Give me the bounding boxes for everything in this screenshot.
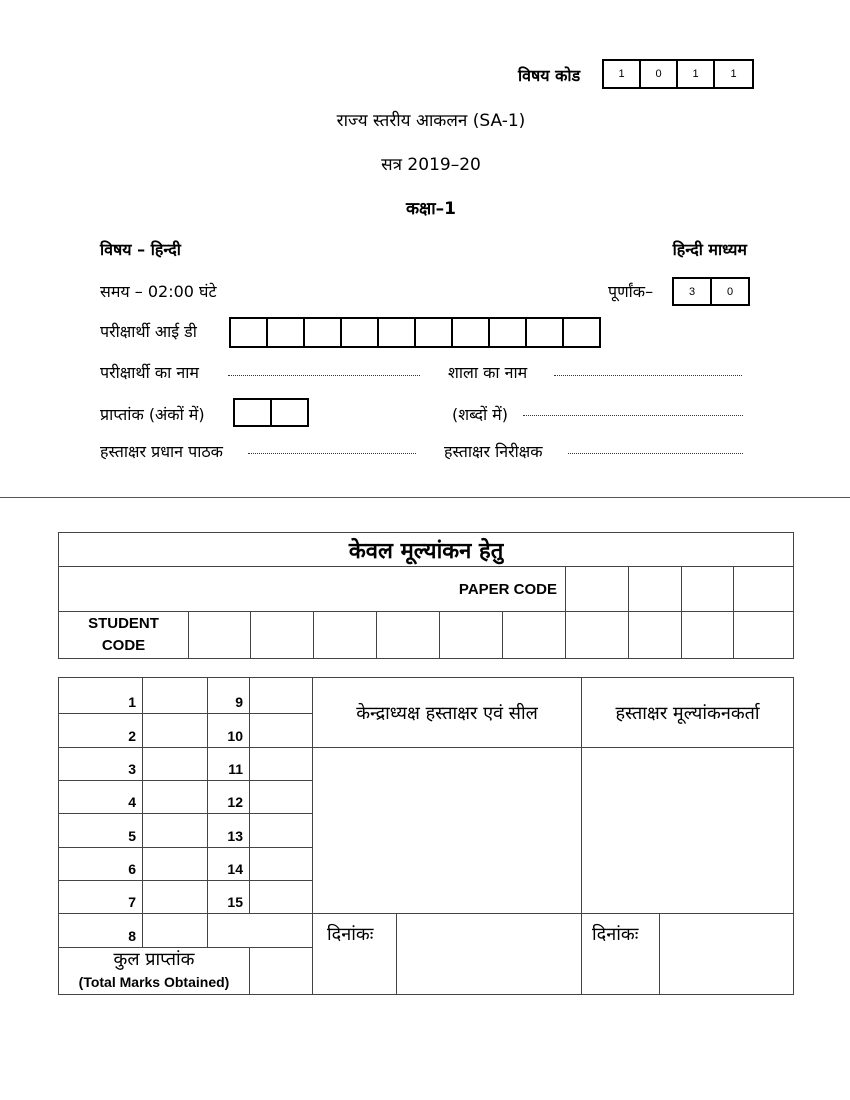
max-marks-digit: 0 <box>726 285 734 298</box>
subject-code-boxes <box>602 59 754 89</box>
marks-cell[interactable] <box>250 714 313 748</box>
school-name-label: शाला का नाम <box>448 363 528 382</box>
student-code-label: STUDENT CODE <box>59 612 189 659</box>
question-number: 10 <box>208 714 250 748</box>
max-marks-boxes <box>672 277 750 306</box>
total-marks-en: (Total Marks Obtained) <box>78 974 230 990</box>
question-number: 7 <box>59 881 143 914</box>
total-marks-hi: कुल प्राप्तांक <box>113 949 195 970</box>
evaluator-sign-label: हस्ताक्षर मूल्यांकनकर्ता <box>582 678 794 748</box>
question-number: 8 <box>59 914 143 948</box>
total-marks-label <box>59 948 250 995</box>
marks-cell[interactable] <box>143 678 208 714</box>
center-head-sign-area[interactable] <box>313 748 582 914</box>
candidate-id-cell[interactable] <box>379 319 416 346</box>
marks-cell[interactable] <box>143 748 208 781</box>
paper-code-label: PAPER CODE <box>59 567 566 612</box>
student-code-cell[interactable] <box>566 612 629 659</box>
question-number: 4 <box>59 781 143 814</box>
marks-digits-label: प्राप्तांक (अंकों में) <box>100 405 205 424</box>
candidate-id-cell[interactable] <box>453 319 490 346</box>
question-number: 14 <box>208 848 250 881</box>
student-code-cell[interactable] <box>189 612 251 659</box>
marks-cell[interactable] <box>143 814 208 848</box>
subject-code-label: विषय कोड <box>518 66 581 85</box>
question-number: 9 <box>208 678 250 714</box>
session: सत्र 2019–20 <box>381 155 481 175</box>
marks-words-line[interactable] <box>523 415 743 416</box>
time: समय – 02:00 घंटे <box>100 282 217 301</box>
candidate-id-cell[interactable] <box>490 319 527 346</box>
marks-cell[interactable] <box>250 848 313 881</box>
subject-code-digit: 1 <box>678 61 715 87</box>
total-marks-cell[interactable] <box>250 948 313 995</box>
subject-code-digit: 1 <box>730 68 737 80</box>
candidate-id-cell[interactable] <box>231 319 268 346</box>
center-head-sign-label: केन्द्राध्यक्ष हस्ताक्षर एवं सील <box>313 678 582 748</box>
student-code-cell[interactable] <box>314 612 377 659</box>
marks-cell[interactable] <box>250 781 313 814</box>
section-divider <box>0 497 850 498</box>
max-marks-digit: 3 <box>674 279 712 304</box>
school-name-line[interactable] <box>554 375 742 376</box>
invigilator-sign-line[interactable] <box>568 453 743 454</box>
candidate-id-cell[interactable] <box>268 319 305 346</box>
paper-code-cell[interactable] <box>629 567 682 612</box>
paper-code-cell[interactable] <box>566 567 629 612</box>
principal-sign-label: हस्ताक्षर प्रधान पाठक <box>100 442 223 461</box>
subject-code-digit: 0 <box>641 61 678 87</box>
marks-words-label: (शब्दों में) <box>452 405 508 424</box>
marks-table <box>58 677 794 995</box>
marks-cell[interactable] <box>250 814 313 848</box>
student-code-cell[interactable] <box>440 612 503 659</box>
marks-digits-boxes[interactable] <box>233 398 309 427</box>
max-marks-label: पूर्णांक– <box>608 282 654 301</box>
candidate-id-label: परीक्षार्थी आई डी <box>100 322 197 341</box>
paper-code-cell[interactable] <box>734 567 794 612</box>
candidate-id-boxes[interactable] <box>229 317 601 348</box>
evaluation-title: केवल मूल्यांकन हेतु <box>59 533 794 567</box>
marks-cell[interactable] <box>143 881 208 914</box>
marks-cell[interactable] <box>143 914 208 948</box>
candidate-id-cell[interactable] <box>416 319 453 346</box>
assessment-title: राज्य स्तरीय आकलन (SA-1) <box>336 111 526 131</box>
question-number: 13 <box>208 814 250 848</box>
question-number: 2 <box>59 714 143 748</box>
marks-cell[interactable] <box>143 848 208 881</box>
marks-cell[interactable] <box>143 714 208 748</box>
student-code-cell[interactable] <box>629 612 682 659</box>
student-code-cell[interactable] <box>251 612 314 659</box>
candidate-name-line[interactable] <box>228 375 420 376</box>
question-number: 15 <box>208 881 250 914</box>
marks-cell[interactable] <box>208 914 313 948</box>
student-code-cell[interactable] <box>682 612 734 659</box>
marks-cell[interactable] <box>250 678 313 714</box>
question-number: 6 <box>59 848 143 881</box>
paper-code-cell[interactable] <box>682 567 734 612</box>
student-code-cell[interactable] <box>734 612 794 659</box>
date-field-2[interactable] <box>660 914 794 995</box>
candidate-id-cell[interactable] <box>527 319 564 346</box>
student-code-cell[interactable] <box>377 612 440 659</box>
marks-digit-cell[interactable] <box>235 400 272 425</box>
question-number: 3 <box>59 748 143 781</box>
evaluation-code-table <box>58 532 794 659</box>
student-code-cell[interactable] <box>503 612 566 659</box>
date-label-1: दिनांकः <box>313 914 397 995</box>
candidate-id-cell[interactable] <box>564 319 599 346</box>
candidate-id-cell[interactable] <box>305 319 342 346</box>
evaluator-sign-area[interactable] <box>582 748 794 914</box>
marks-cell[interactable] <box>250 881 313 914</box>
subject-code-digit: 1 <box>604 61 641 87</box>
class: कक्षा–1 <box>406 199 456 219</box>
invigilator-sign-label: हस्ताक्षर निरीक्षक <box>444 442 543 461</box>
candidate-id-cell[interactable] <box>342 319 379 346</box>
date-field-1[interactable] <box>397 914 582 995</box>
question-number: 1 <box>59 678 143 714</box>
marks-cell[interactable] <box>143 781 208 814</box>
marks-digit-cell[interactable] <box>272 400 307 425</box>
question-number: 11 <box>208 748 250 781</box>
subject: विषय – हिन्दी <box>100 240 181 259</box>
date-label-2: दिनांकः <box>582 914 660 995</box>
principal-sign-line[interactable] <box>248 453 416 454</box>
medium: हिन्दी माध्यम <box>672 240 747 259</box>
question-number: 12 <box>208 781 250 814</box>
marks-cell[interactable] <box>250 748 313 781</box>
question-number: 5 <box>59 814 143 848</box>
candidate-name-label: परीक्षार्थी का नाम <box>100 363 199 382</box>
